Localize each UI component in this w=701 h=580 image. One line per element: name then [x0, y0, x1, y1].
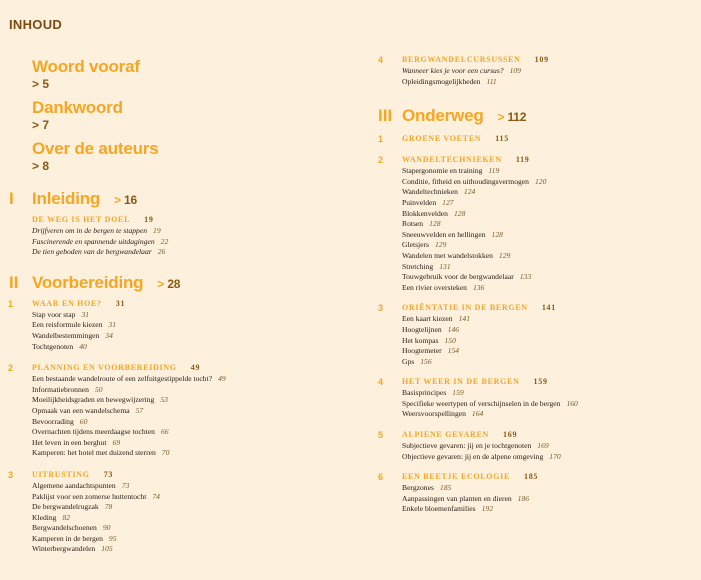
toc-entry[interactable]: Touwgebruik voor de bergwandelaar 133 — [402, 272, 532, 282]
part-title: Voorbereiding > 28 — [32, 272, 181, 292]
toc-entry[interactable]: Opleidingsmogelijkheden 111 — [402, 76, 497, 86]
toc-entry[interactable]: Algemene aandachtspunten 73 — [32, 480, 130, 490]
part-number: I — [9, 189, 14, 208]
chapter-title: WANDELTECHNIEKEN 119 — [402, 155, 530, 165]
chapter-title: HET WEER IN DE BERGEN 159 — [402, 377, 548, 387]
chapter-page: 169 — [503, 430, 518, 440]
toc-entry[interactable]: Een kaart kiezen 141 — [402, 314, 470, 324]
toc-entry[interactable]: Aanpassingen van planten en dieren 186 — [402, 493, 530, 503]
chapter-number: 1 — [8, 298, 14, 309]
chapter-number: 4 — [378, 55, 384, 65]
toc-entry[interactable]: Kamperen in de bergen 95 — [32, 533, 117, 543]
chapter-title: WAAR EN HOE? 31 — [32, 298, 126, 308]
toc-entry[interactable]: Specifieke weertypen of verschijnselen in de bergen 160 — [402, 398, 578, 408]
toc-entry[interactable]: Hoogtemeter 154 — [402, 346, 460, 356]
part-title: Inleiding > 16 — [32, 189, 137, 208]
toc-entry[interactable]: Drijfveren om in de bergen te stappen 19 — [32, 226, 161, 235]
entry-list — [402, 441, 701, 462]
toc-entry[interactable]: Basisprincipes 159 — [402, 388, 464, 398]
chapter-page: 109 — [534, 55, 549, 64]
chapter-title: ORIËNTATIE IN DE BERGEN 141 — [402, 303, 556, 313]
entry-list — [32, 374, 360, 459]
front-entry-page: > 5 — [32, 77, 50, 91]
chapter-number: 2 — [8, 363, 14, 374]
part-page: > 28 — [157, 276, 181, 291]
toc-entry[interactable]: Wandeltechnieken 124 — [402, 187, 476, 197]
chapter-p3c5[interactable] — [360, 429, 701, 462]
part-heading-inleiding[interactable] — [0, 188, 360, 210]
toc-entry[interactable]: Objectieve gevaren: jij en de alpene omgeving 170 — [402, 451, 561, 461]
toc-entry[interactable]: Subjectieve gevaren: jij en je tochtgenoten 169 — [402, 441, 549, 451]
toc-entry[interactable]: Winterbergwandelen 105 — [32, 544, 113, 554]
entry-list — [402, 166, 701, 293]
toc-entry[interactable]: Overnachten tijdens meerdaagse tochten 66 — [32, 427, 169, 437]
chapter-p3c2[interactable] — [360, 154, 701, 293]
chapter-page: 31 — [115, 298, 126, 308]
toc-entry[interactable]: Moeilijkheidsgraden en bewegwijzering 53 — [32, 395, 168, 405]
toc-entry[interactable]: Enkele bloemenfamilies 192 — [402, 504, 493, 514]
toc-entry[interactable]: De bergwandelrugzak 78 — [32, 502, 113, 512]
chapter-title: UITRUSTING 73 — [32, 469, 114, 479]
toc-entry[interactable]: Stretching 131 — [402, 261, 451, 271]
toc-entry[interactable]: Een rivier oversteken 136 — [402, 282, 485, 292]
toc-entry[interactable]: Kleding 82 — [32, 512, 71, 522]
toc-entry[interactable]: Rotsen 128 — [402, 219, 441, 229]
entry-list — [402, 66, 701, 87]
entry-list — [32, 481, 360, 555]
toc-entry[interactable]: Gletsjers 129 — [402, 240, 447, 250]
part-page: > 16 — [114, 193, 137, 207]
toc-entry[interactable]: Gps 156 — [402, 356, 432, 366]
chapter-page: 141 — [541, 303, 556, 313]
chapter-number: 3 — [378, 303, 384, 314]
toc-entry[interactable]: Het kompas 150 — [402, 335, 456, 345]
chapter-page: 73 — [103, 469, 114, 479]
chapter-title: GROENE VOETEN 115 — [402, 134, 509, 144]
front-entry-acknowledgements[interactable] — [0, 98, 360, 133]
toc-entry[interactable]: Het leven in een berghut 69 — [32, 437, 121, 447]
toc-entry[interactable]: Bevoorrading 60 — [32, 416, 88, 426]
chapter-p2c2[interactable] — [0, 362, 360, 459]
toc-entry[interactable]: Wandelen met wandelstokken 129 — [402, 250, 511, 260]
chapter-title: PLANNING EN VOORBEREIDING 49 — [32, 363, 201, 373]
toc-entry[interactable]: Hoogtelijnen 146 — [402, 324, 460, 334]
toc-entry[interactable]: De tien geboden van de bergwandelaar 26 — [32, 247, 166, 257]
toc-entry[interactable]: Bergzones 185 — [402, 483, 452, 493]
chapter-page: 159 — [533, 377, 548, 387]
chapter-p3c6[interactable] — [360, 471, 701, 515]
entry-list — [402, 314, 701, 367]
front-entry-title: Dankwoord — [32, 98, 123, 117]
chapter-page: 49 — [190, 363, 201, 373]
chapter-page: 19 — [144, 215, 154, 224]
toc-right-column — [360, 54, 701, 515]
entry-list — [402, 388, 701, 420]
chapter-number: 3 — [8, 469, 14, 480]
toc-entry[interactable]: Een bestaande wandelroute of een zelfuitgestippelde tocht? 49 — [32, 374, 226, 384]
part-number: III — [378, 106, 393, 126]
front-entry-title: Woord vooraf — [32, 57, 140, 76]
front-entry-authors[interactable] — [0, 139, 360, 174]
chapter-p3c3[interactable] — [360, 302, 701, 367]
front-entry-foreword[interactable] — [0, 57, 360, 92]
toc-entry[interactable]: Puinvelden 127 — [402, 197, 454, 207]
part-page: > 112 — [497, 110, 527, 125]
chapter-page: 185 — [524, 472, 539, 482]
chapter-page: 115 — [495, 134, 509, 144]
chapter-p2c4[interactable] — [360, 54, 701, 87]
front-entry-page: > 7 — [32, 118, 50, 132]
part-number: II — [9, 272, 19, 292]
toc-entry[interactable]: Stap voor stap 31 — [32, 309, 90, 319]
chapter-title: ALPIENE GEVAREN 169 — [402, 430, 518, 440]
chapter-title: DE WEG IS HET DOEL 19 — [32, 215, 154, 224]
entry-list — [402, 483, 701, 515]
toc-entry[interactable]: Tochtgenoten 40 — [32, 341, 87, 351]
chapter-p1c0[interactable] — [0, 214, 360, 258]
toc-entry[interactable]: Sneeuwvelden en hellingen 128 — [402, 229, 503, 239]
chapter-p2c3[interactable] — [0, 469, 360, 555]
toc-left-column — [0, 57, 360, 555]
chapter-page: 119 — [515, 155, 530, 165]
toc-entry[interactable]: Fascinerende en spannende uitdagingen 22 — [32, 236, 169, 246]
chapter-title: EEN BEETJE ECOLOGIE 185 — [402, 472, 539, 482]
toc-entry[interactable]: Weersvoorspellingen 164 — [402, 409, 484, 419]
front-entry-page: > 8 — [32, 159, 50, 173]
toc-entry[interactable]: Wanneer kies je voor een cursus? 109 — [402, 66, 521, 75]
chapter-p3c4[interactable] — [360, 376, 701, 420]
part-title: Onderweg > 112 — [402, 106, 527, 126]
page-title: INHOUD — [9, 17, 63, 32]
part-heading-voorbereiding[interactable] — [0, 272, 360, 294]
chapter-number: 4 — [378, 377, 384, 388]
chapter-number: 2 — [378, 155, 384, 166]
toc-entry[interactable]: Kamperen: het hotel met duizend sterren 70 — [32, 448, 170, 458]
chapter-number: 1 — [378, 134, 384, 145]
chapter-p2c1[interactable] — [0, 298, 360, 352]
toc-entry[interactable]: Bergwandelschoenen 90 — [32, 523, 111, 533]
toc-entry[interactable]: Informatiebronnen 50 — [32, 384, 103, 394]
entry-list — [32, 226, 360, 258]
toc-entry[interactable]: Conditie, fitheid en uithoudingsvermogen 120 — [402, 176, 547, 186]
toc-entry[interactable]: Opmaak van een wandelschema 57 — [32, 405, 144, 415]
toc-entry[interactable]: Wandelbestemmingen 34 — [32, 330, 113, 340]
toc-entry[interactable]: Een reisformule kiezen 31 — [32, 320, 117, 330]
toc-entry[interactable]: Blokkenvelden 128 — [402, 208, 466, 218]
chapter-number: 5 — [378, 430, 384, 441]
front-entry-title: Over de auteurs — [32, 139, 159, 158]
chapter-title: BERGWANDELCURSUSSEN 109 — [402, 55, 549, 64]
chapter-p3c1[interactable] — [360, 133, 701, 145]
toc-entry[interactable]: Stapergonomie en training 119 — [402, 166, 500, 176]
toc-entry[interactable]: Paklijst voor een zomerse huttentocht 74 — [32, 491, 160, 501]
part-heading-onderweg[interactable] — [360, 105, 701, 127]
entry-list — [32, 310, 360, 352]
chapter-number: 6 — [378, 472, 384, 483]
